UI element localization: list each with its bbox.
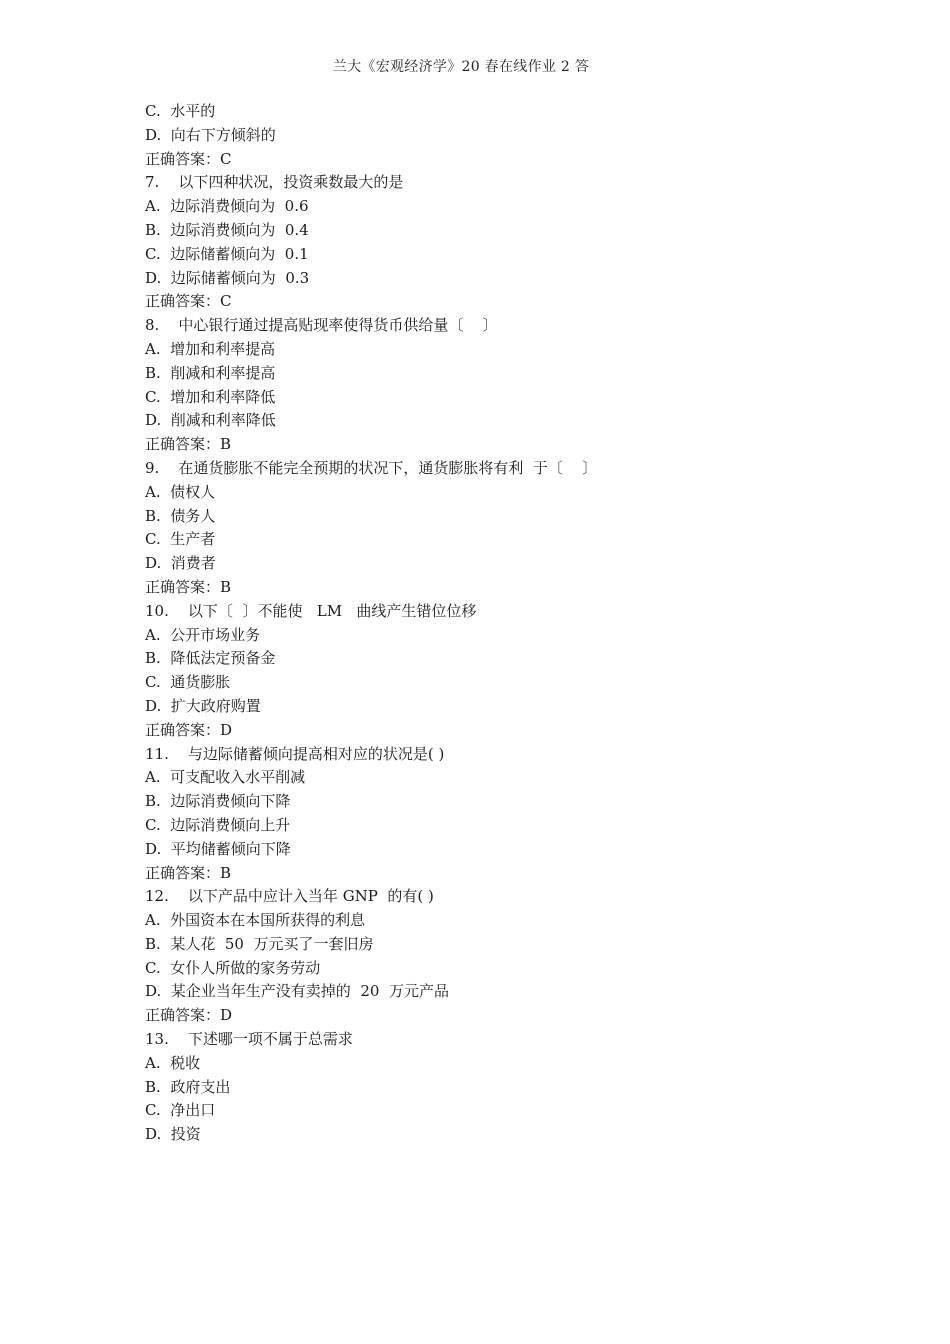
answer-option: A. 可支配收入水平削减 bbox=[145, 768, 306, 787]
question-text: 12. 以下产品中应计入当年 GNP 的有( ) bbox=[145, 887, 434, 906]
document-body bbox=[145, 100, 845, 1147]
answer-option: D. 平均储蓄倾向下降 bbox=[145, 839, 291, 858]
answer-option: B. 某人花 50 万元买了一套旧房 bbox=[145, 934, 374, 953]
answer-option: D. 某企业当年生产没有卖掉的 20 万元产品 bbox=[145, 982, 449, 1001]
page-header: 兰大《宏观经济学》20 春在线作业 2 答 bbox=[332, 59, 590, 75]
answer-option: A. 税收 bbox=[145, 1053, 201, 1072]
answer-option: C. 水平的 bbox=[145, 102, 216, 120]
answer-option: B. 削减和利率提高 bbox=[145, 363, 276, 382]
question-text: 10. 以下〔 〕不能使 LM 曲线产生错位位移 bbox=[145, 601, 477, 620]
answer-option: C. 生产者 bbox=[145, 530, 216, 549]
answer-option: D. 投资 bbox=[145, 1125, 201, 1144]
answer-option: C. 边际消费倾向上升 bbox=[145, 815, 291, 834]
answer-option: D. 消费者 bbox=[145, 554, 216, 573]
answer-option: A. 增加和利率提高 bbox=[145, 339, 276, 358]
correct-answer: 正确答案：D bbox=[145, 720, 233, 739]
answer-option: C. 净出口 bbox=[145, 1101, 216, 1120]
correct-answer: 正确答案：C bbox=[145, 149, 232, 168]
question-text: 8. 中心银行通过提高贴现率使得货币供给量〔 〕 bbox=[145, 316, 498, 335]
correct-answer: 正确答案：D bbox=[145, 1006, 233, 1025]
correct-answer: 正确答案：C bbox=[145, 292, 232, 311]
answer-option: B. 政府支出 bbox=[145, 1077, 231, 1096]
answer-option: D. 向右下方倾斜的 bbox=[145, 125, 276, 144]
answer-option: D. 边际储蓄倾向为 0.3 bbox=[145, 268, 310, 287]
answer-option: C. 增加和利率降低 bbox=[145, 387, 276, 406]
correct-answer: 正确答案：B bbox=[145, 435, 232, 454]
answer-option: B. 债务人 bbox=[145, 506, 216, 525]
answer-option: B. 降低法定预备金 bbox=[145, 649, 276, 668]
answer-option: D. 扩大政府购置 bbox=[145, 696, 261, 715]
answer-option: C. 通货膨胀 bbox=[145, 673, 231, 692]
question-text: 9. 在通货膨胀不能完全预期的状况下，通货膨胀将有利 于〔 〕 bbox=[145, 458, 597, 477]
answer-option: A. 债权人 bbox=[145, 482, 216, 501]
question-text: 7. 以下四种状况，投资乘数最大的是 bbox=[145, 173, 404, 192]
correct-answer: 正确答案：B bbox=[145, 863, 232, 882]
answer-option: A. 外国资本在本国所获得的利息 bbox=[145, 911, 366, 930]
answer-option: B. 边际消费倾向为 0.4 bbox=[145, 220, 309, 239]
answer-option: A. 边际消费倾向为 0.6 bbox=[145, 197, 309, 216]
question-text: 13. 下述哪一项不属于总需求 bbox=[145, 1030, 353, 1049]
answer-option: A. 公开市场业务 bbox=[145, 625, 261, 644]
question-text: 11. 与边际储蓄倾向提高相对应的状况是( ) bbox=[145, 744, 445, 763]
answer-option: D. 削减和利率降低 bbox=[145, 411, 276, 430]
answer-option: C. 女仆人所做的家务劳动 bbox=[145, 958, 321, 977]
answer-option: C. 边际储蓄倾向为 0.1 bbox=[145, 244, 309, 263]
answer-option: B. 边际消费倾向下降 bbox=[145, 792, 291, 811]
correct-answer: 正确答案：B bbox=[145, 577, 232, 596]
